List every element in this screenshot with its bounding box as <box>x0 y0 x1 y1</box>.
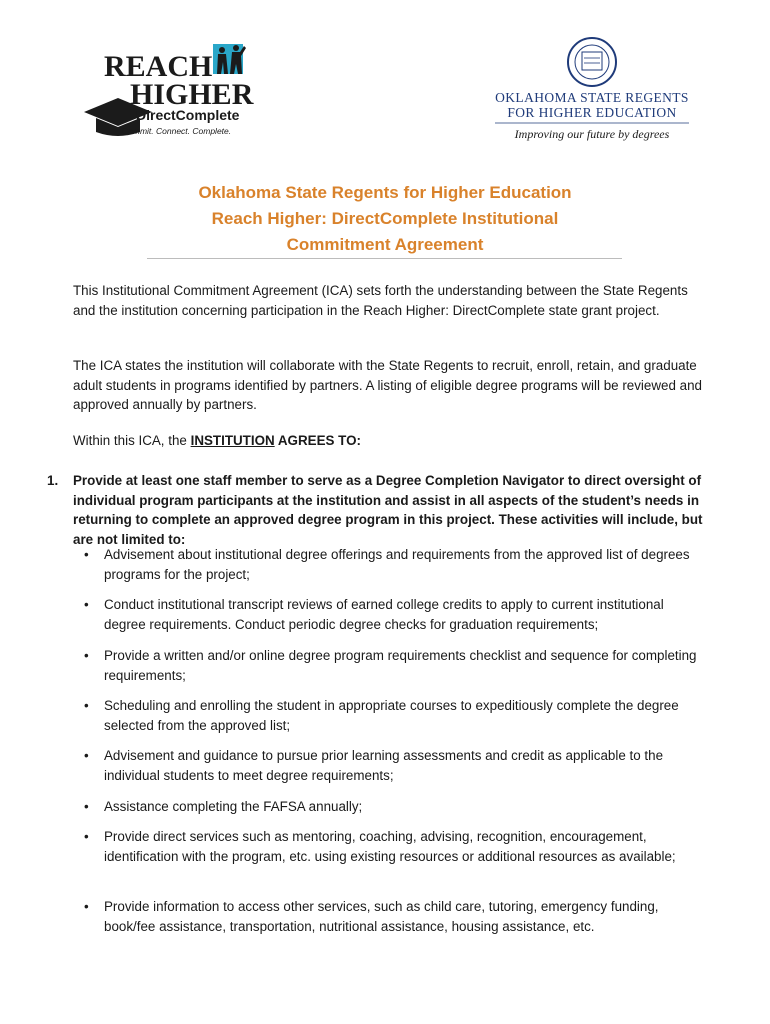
reach-higher-logo <box>78 40 268 140</box>
intro-paragraph-2: The ICA states the institution will collaborate with the State Regents to recruit, enroll, retain, and graduate adult students in programs identified by partners. A listing of eligible degree programs will be reviewed and approved annually by partners. <box>73 358 702 412</box>
bullet-item: • Provide information to access other services, such as child care, tutoring, emergency funding, book/fee assistance, transportation, nutritional assistance, housing assistance, etc. <box>84 899 659 934</box>
bullet-item: • Assistance completing the FAFSA annually; <box>84 797 704 817</box>
bullet-item: • Advisement about institutional degree offerings and requirements from the approved list of degrees programs for the project; <box>84 547 690 582</box>
bullet-icon: • <box>84 899 89 914</box>
bullet-item: • Conduct institutional transcript reviews of earned college credits to apply to current institutional degree requirements. Conduct periodic degree checks for graduation requirements; <box>84 597 664 632</box>
item-text: Provide at least one staff member to serve as a Degree Completion Navigator to direct oversight of individual program participants at the institution and assist in all aspects of the student’s needs in returning to complete an approved degree program in this project. These activities will include, but are not limited to: <box>73 473 703 547</box>
title-line-3: Commitment Agreement <box>286 235 484 254</box>
p3-prefix: Within this ICA, the <box>73 433 191 448</box>
bullet-icon: • <box>84 799 89 814</box>
intro-paragraph-1: This Institutional Commitment Agreement (ICA) sets forth the understanding between the State Regents and the institution concerning participation in the Reach Higher: DirectComplete state grant project. <box>73 283 688 318</box>
logo-reach-text: REACH <box>104 50 213 83</box>
bullet-item: • Scheduling and enrolling the student in appropriate courses to expeditiously complete the degree selected from the approved list; <box>84 698 679 733</box>
bullet-item: • Provide a written and/or online degree program requirements checklist and sequence for completing requirements; <box>84 648 697 683</box>
numbered-item-1 <box>47 471 707 549</box>
bullet-item: • Advisement and guidance to pursue prior learning assessments and credit as applicable to the individual students to meet degree requirements; <box>84 748 664 783</box>
logo-slogan: Improving our future by degrees <box>514 127 670 141</box>
agrees-to: AGREES TO: <box>274 433 361 448</box>
logo-tagline: Commit. Connect. Complete. <box>122 126 232 136</box>
document-title <box>0 180 770 258</box>
logo-org-line1: OKLAHOMA STATE REGENTS <box>495 90 689 105</box>
state-seal-icon <box>568 38 616 86</box>
bullet-icon: • <box>84 547 89 562</box>
bullet-icon: • <box>84 698 89 713</box>
bullet-icon: • <box>84 829 89 844</box>
title-line-2: Reach Higher: DirectComplete Institutional <box>211 209 559 228</box>
logo-higher-text: HIGHER <box>130 78 254 111</box>
bullet-icon: • <box>84 648 89 663</box>
item-number: 1. <box>47 473 59 488</box>
osrhe-logo <box>485 36 700 146</box>
logo-directcomplete-text: DirectComplete <box>136 107 240 123</box>
intro-paragraph-3 <box>73 431 703 451</box>
logo-org-line2: FOR HIGHER EDUCATION <box>507 105 677 120</box>
title-line-1: Oklahoma State Regents for Higher Education <box>198 183 572 202</box>
institution-underlined: INSTITUTION <box>190 433 275 448</box>
bullet-icon: • <box>84 748 89 763</box>
title-divider <box>147 258 622 259</box>
bullet-item: • Provide direct services such as mentoring, coaching, advising, recognition, encouragement, identification with the program, etc. using existing resources or additional resources as available; <box>84 829 676 864</box>
bullet-icon: • <box>84 597 89 612</box>
